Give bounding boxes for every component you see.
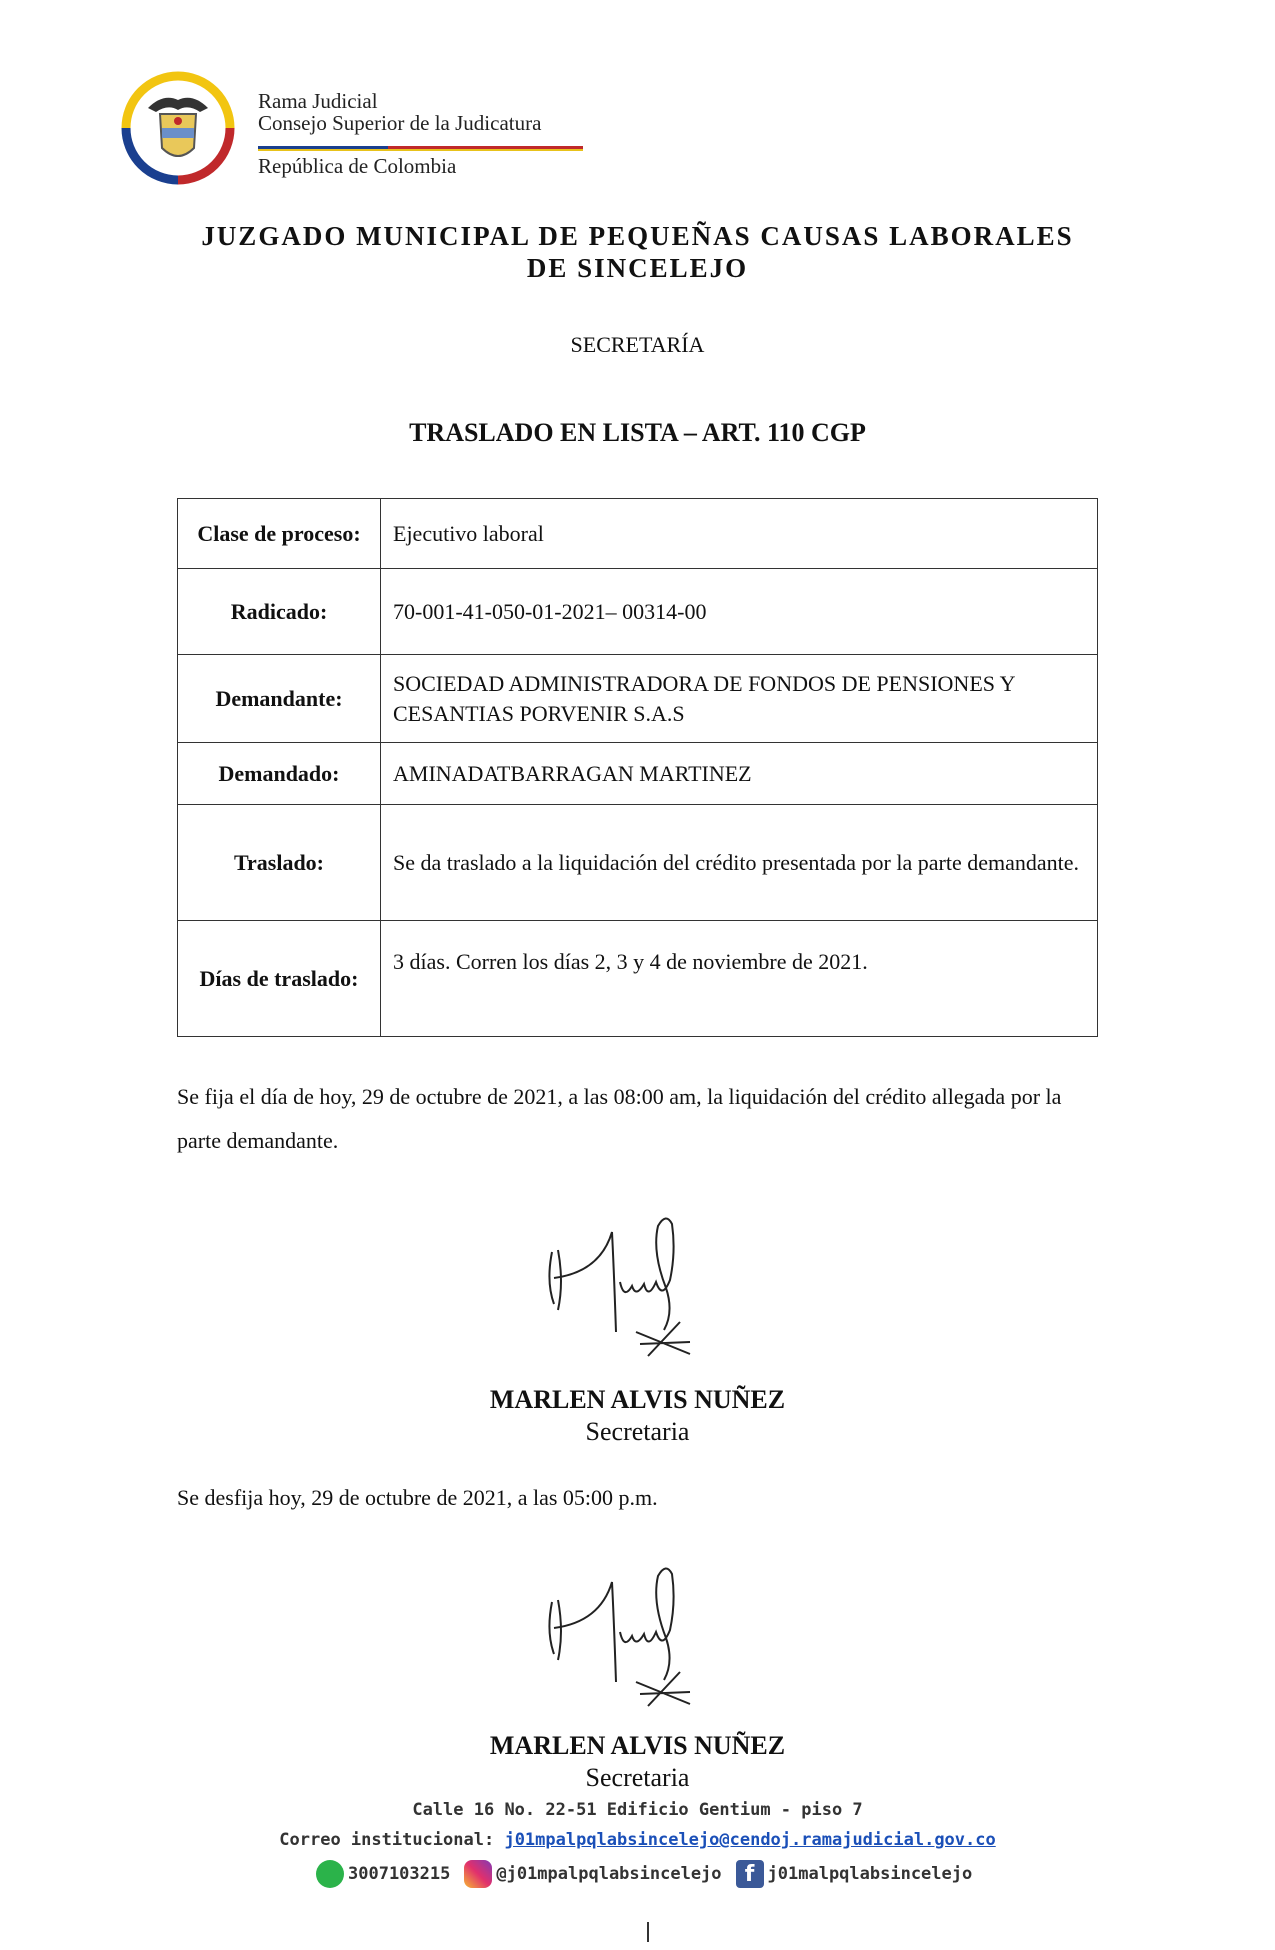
row-label: Clase de proceso: — [178, 499, 381, 569]
court-title-line-1: JUZGADO MUNICIPAL DE PEQUEÑAS CAUSAS LABORALES — [201, 221, 1074, 251]
institution-name — [258, 90, 541, 134]
handwritten-signature — [540, 1212, 720, 1362]
row-label: Días de traslado: — [178, 921, 381, 1037]
header-rule-accent — [258, 149, 583, 151]
instagram-icon — [464, 1860, 492, 1888]
signer-name: MARLEN ALVIS NUÑEZ — [489, 1731, 786, 1760]
court-title-line-2: DE SINCELEJO — [526, 253, 749, 283]
coat-of-arms-emblem — [108, 68, 248, 188]
handwritten-signature — [540, 1562, 720, 1712]
footer-address: Calle 16 No. 22-51 Edificio Gentium - piso 7 — [412, 1800, 863, 1820]
table-row — [178, 805, 1098, 921]
section-heading: SECRETARÍA — [570, 332, 705, 357]
row-label: Traslado: — [178, 805, 381, 921]
org-line-2: Consejo Superior de la Judicatura — [258, 111, 542, 135]
signer-block — [0, 1384, 1275, 1448]
document-title: TRASLADO EN LISTA – ART. 110 CGP — [409, 418, 866, 447]
table-row — [178, 655, 1098, 743]
row-label: Demandante: — [178, 655, 381, 743]
whatsapp-icon — [316, 1860, 344, 1888]
table-row — [178, 499, 1098, 569]
footer-social — [316, 1860, 972, 1888]
footer-email-link[interactable]: j01mpalpqlabsincelejo@cendoj.ramajudicial.gov.co — [504, 1830, 996, 1850]
signer-block — [0, 1730, 1275, 1794]
table-row — [178, 921, 1098, 1037]
footer-instagram[interactable]: @j01mpalpqlabsincelejo — [496, 1864, 722, 1884]
footer-facebook[interactable]: j01malpqlabsincelejo — [767, 1864, 973, 1884]
row-value: 70-001-41-050-01-2021– 00314-00 — [381, 569, 1098, 655]
footer-email-label: Correo institucional: — [279, 1830, 495, 1850]
case-info-table — [177, 498, 1098, 1037]
row-label: Radicado: — [178, 569, 381, 655]
row-label: Demandado: — [178, 743, 381, 805]
signer-role: Secretaria — [585, 1417, 690, 1446]
table-row — [178, 569, 1098, 655]
row-value: AMINADATBARRAGAN MARTINEZ — [381, 743, 1098, 805]
signer-role: Secretaria — [585, 1763, 690, 1792]
row-value: Ejecutivo laboral — [381, 499, 1098, 569]
unfixing-paragraph: Se desfija hoy, 29 de octubre de 2021, a las 05:00 p.m. — [177, 1485, 658, 1510]
institution-logo — [108, 68, 588, 188]
table-row — [178, 743, 1098, 805]
page-marker — [647, 1922, 649, 1942]
facebook-icon: f — [736, 1860, 764, 1888]
row-value: SOCIEDAD ADMINISTRADORA DE FONDOS DE PENSIONES Y CESANTIAS PORVENIR S.A.S — [381, 655, 1098, 743]
footer-email-line — [0, 1830, 1275, 1850]
org-line-1: Rama Judicial — [258, 89, 378, 113]
court-title — [140, 220, 1135, 284]
row-value: Se da traslado a la liquidación del crédito presentada por la parte demandante. — [381, 805, 1098, 921]
signer-name: MARLEN ALVIS NUÑEZ — [489, 1385, 786, 1414]
footer-phone: 3007103215 — [348, 1864, 451, 1884]
fixing-paragraph: Se fija el día de hoy, 29 de octubre de 2021, a las 08:00 am, la liquidación del crédito allegada por la parte demandante. — [177, 1084, 1062, 1153]
row-value: 3 días. Corren los días 2, 3 y 4 de noviembre de 2021. — [381, 921, 1098, 1037]
org-country: República de Colombia — [258, 154, 457, 178]
